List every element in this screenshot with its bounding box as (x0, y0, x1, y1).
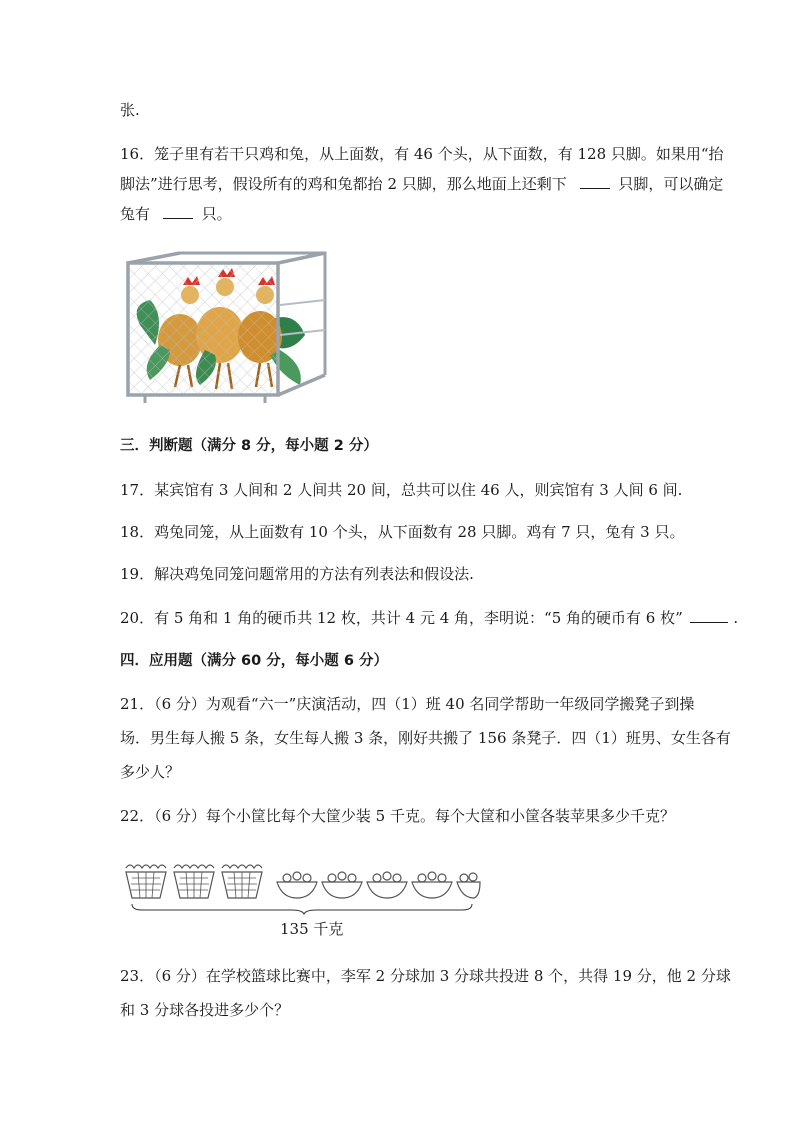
q22: 22．（6 分）每个小筐比每个大筐少装 5 千克。每个大筐和小筐各装苹果多少千克？ (120, 807, 675, 825)
q16-line3-a: 兔有 (120, 205, 151, 223)
q17: 17．某宾馆有 3 人间和 2 人间共 20 间，总共可以住 46 人，则宾馆有 3 人间 6 间. (120, 481, 683, 499)
q16-line2 (120, 174, 723, 194)
q16-line3 (120, 204, 232, 224)
section-3-title: 三．判断题（满分 8 分，每小题 2 分） (120, 438, 378, 454)
big-baskets (126, 865, 262, 898)
q16-blank-1[interactable] (580, 174, 610, 189)
baskets-caption: 135 千克 (280, 920, 344, 938)
q20 (120, 608, 738, 628)
small-baskets (277, 872, 480, 898)
top-fragment: 张. (120, 101, 140, 119)
brace-line (132, 904, 472, 914)
baskets-illustration (122, 860, 482, 915)
q19: 19．解决鸡兔同笼问题常用的方法有列表法和假设法. (120, 565, 474, 583)
q20-blank[interactable] (690, 608, 728, 623)
q16-line2-b: 只脚，可以确定 (618, 175, 724, 193)
q20-end: . (733, 609, 739, 627)
q23-line1: 23．（6 分）在学校篮球比赛中，李军 2 分球加 3 分球共投进 8 个，共得 19 分，他 2 分球 (120, 967, 731, 985)
q21-line1: 21．（6 分）为观看“六一”庆演活动，四（1）班 40 名同学帮助一年级同学搬凳子到操 (120, 695, 695, 713)
q23-line2: 和 3 分球各投进多少个？ (120, 1001, 290, 1019)
q16-blank-2[interactable] (163, 204, 193, 219)
q16-line1: 16．笼子里有若干只鸡和兔，从上面数，有 46 个头，从下面数，有 128 只脚。如果用“抬 (120, 145, 724, 163)
section-4-title: 四．应用题（满分 60 分，每小题 6 分） (120, 653, 388, 669)
q18: 18．鸡兔同笼，从上面数有 10 个头，从下面数有 28 只脚。鸡有 7 只，兔有 3 只。 (120, 523, 685, 541)
chicken-cage-illustration (120, 245, 335, 410)
q21-line3: 多少人？ (120, 763, 181, 781)
q21-line2: 场．男生每人搬 5 条，女生每人搬 3 条，刚好共搬了 156 条凳子．四（1）班男、女生各有 (120, 729, 731, 747)
q16-line2-a: 脚法”进行思考，假设所有的鸡和兔都抬 2 只脚，那么地面上还剩下 (120, 175, 567, 193)
q16-line3-b: 只。 (201, 205, 232, 223)
q20-text: 20．有 5 角和 1 角的硬币共 12 枚，共计 4 元 4 角，李明说：“5 角的硬币有 6 枚” (120, 609, 683, 627)
